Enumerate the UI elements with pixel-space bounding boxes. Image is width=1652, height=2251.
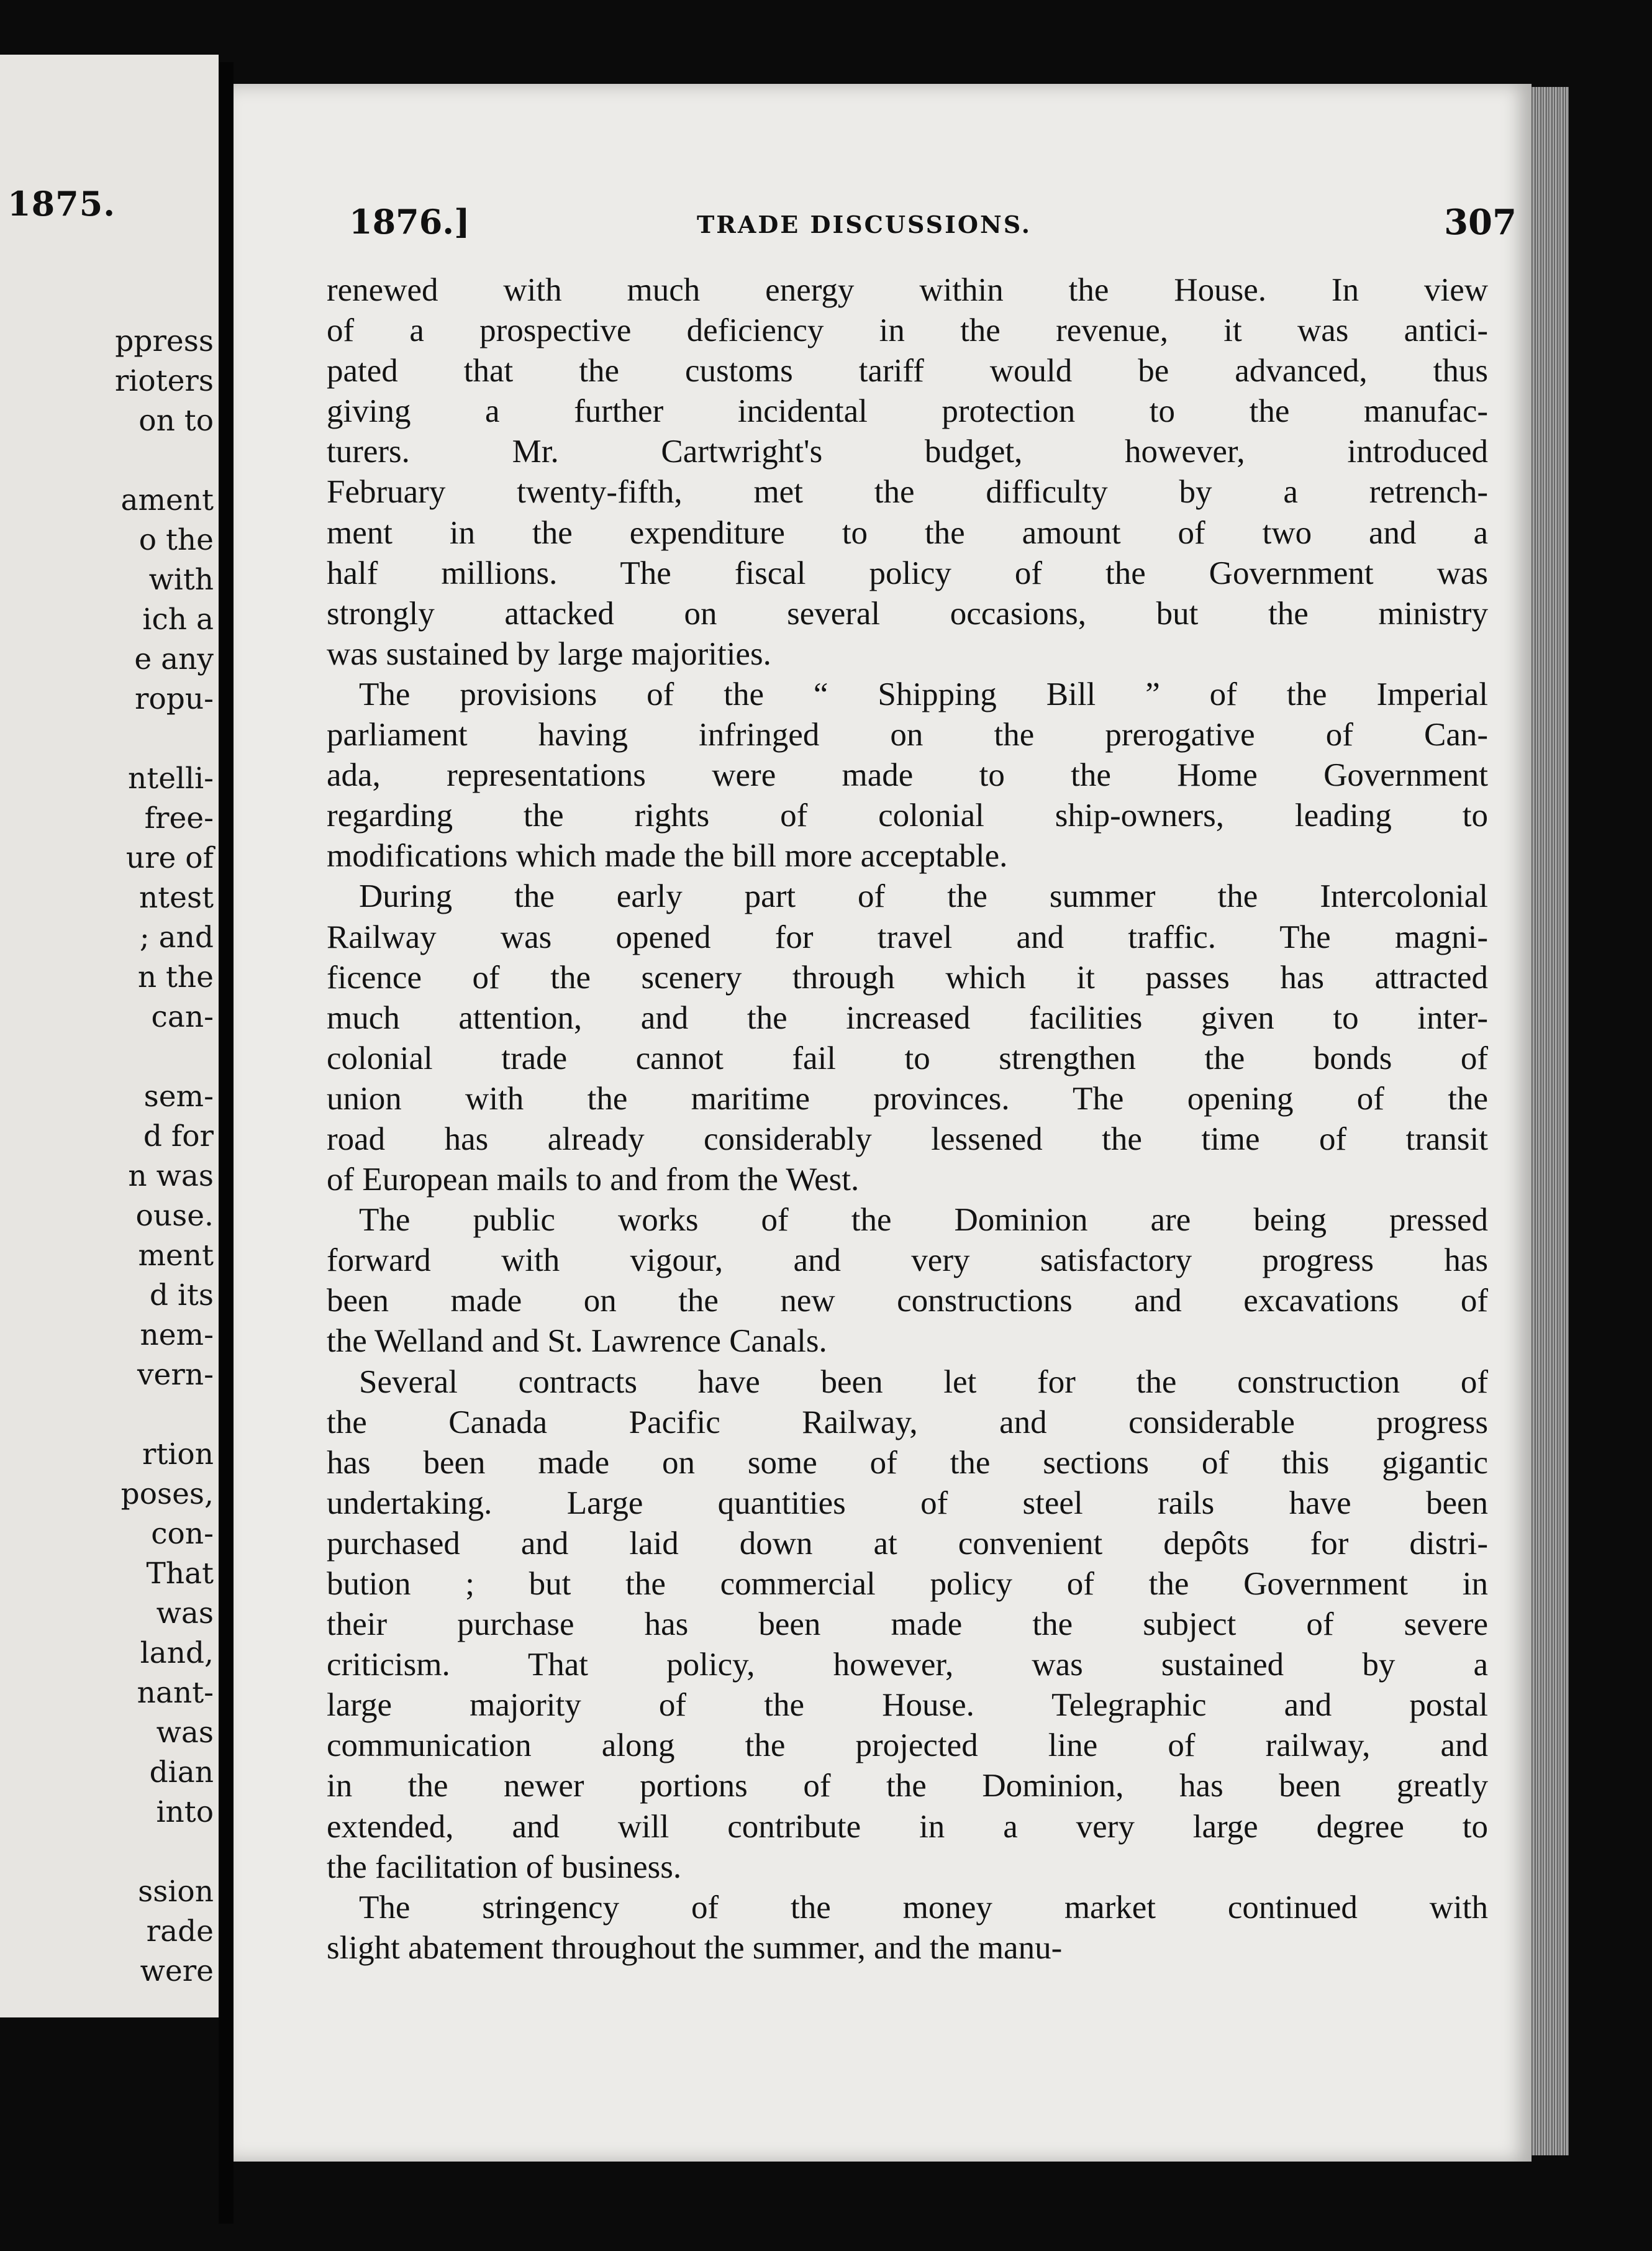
text-line: undertaking. Large quantities of steel rails have been <box>327 1485 1488 1521</box>
left-page-line: was <box>156 1716 214 1750</box>
left-page-line: ppress <box>115 324 214 358</box>
left-page-line: ich a <box>142 603 214 637</box>
page-number: 307 <box>1444 202 1517 243</box>
left-page-line: ntelli- <box>128 762 214 796</box>
text-line: in the newer portions of the Dominion, has been greatly <box>327 1768 1488 1804</box>
text-line: large majority of the House. Telegraphic and postal <box>327 1687 1488 1724</box>
left-page-line: That <box>146 1557 214 1591</box>
page-edges <box>1532 87 1569 2155</box>
text-line: criticism. That policy, however, was sustained by a <box>327 1647 1488 1683</box>
text-line: Railway was opened for travel and traffic. The magni- <box>327 919 1488 955</box>
left-page-line: d its <box>149 1278 214 1312</box>
text-line: extended, and will contribute in a very large degree to <box>327 1808 1488 1845</box>
left-page-line: land, <box>140 1636 214 1670</box>
paragraph <box>327 1362 1488 1888</box>
text-line: half millions. The fiscal policy of the Government was <box>327 555 1488 591</box>
paragraph <box>327 270 1488 675</box>
left-page-line: rtion <box>142 1437 214 1471</box>
left-page-line: dian <box>149 1755 214 1789</box>
left-page-line: ; and <box>139 921 214 955</box>
left-page-line: con- <box>151 1517 214 1551</box>
text-line: the facilitation of business. <box>327 1849 682 1885</box>
text-line: road has already considerably lessened the time of transit <box>327 1121 1488 1157</box>
text-line: renewed with much energy within the House. In view <box>327 272 1488 308</box>
text-line: strongly attacked on several occasions, but the ministry <box>327 595 1488 632</box>
text-line: ment in the expenditure to the amount of two and a <box>327 514 1488 551</box>
left-page-line: were <box>140 1954 214 1988</box>
left-page-line: with <box>148 563 214 597</box>
book-gutter <box>219 62 234 2224</box>
text-line: the Welland and St. Lawrence Canals. <box>327 1323 827 1360</box>
left-page-line: into <box>156 1795 214 1829</box>
left-page-line: rioters <box>114 364 214 398</box>
left-page-line: d for <box>143 1119 214 1153</box>
left-page-line: on to <box>138 404 214 438</box>
text-line: regarding the rights of colonial ship-owners, leading to <box>327 798 1488 834</box>
left-page-text <box>2 322 214 1991</box>
text-line: has been made on some of the sections of this gigantic <box>327 1444 1488 1481</box>
text-line: parliament having infringed on the prerogative of Can- <box>327 717 1488 753</box>
text-line: Several contracts have been let for the construction of <box>359 1363 1488 1400</box>
paragraph <box>327 876 1488 1200</box>
left-page-line: was <box>156 1596 214 1630</box>
left-page-line <box>2 441 214 481</box>
text-line: purchased and laid down at convenient depôts for distri- <box>327 1525 1488 1562</box>
left-page-line: n was <box>128 1159 214 1193</box>
text-line: much attention, and the increased facilities given to inter- <box>327 999 1488 1036</box>
left-page-line: free- <box>144 801 214 835</box>
left-page-line: sem- <box>143 1080 214 1114</box>
paragraph <box>327 1888 1488 1968</box>
left-page-line <box>2 1395 214 1435</box>
header-title: TRADE DISCUSSIONS. <box>697 211 1032 239</box>
left-page-line: nem- <box>140 1318 214 1352</box>
text-line: modifications which made the bill more acceptable. <box>327 838 1008 875</box>
text-line: communication along the projected line of railway, and <box>327 1727 1488 1764</box>
left-page-line: ouse. <box>135 1199 214 1233</box>
text-line: their purchase has been made the subject of severe <box>327 1606 1488 1643</box>
left-facing-page <box>0 55 219 2017</box>
text-line: of European mails to and from the West. <box>327 1162 860 1198</box>
right-page <box>234 84 1532 2162</box>
left-page-line: ment <box>138 1239 214 1273</box>
text-line: ada, representations were made to the Home Government <box>327 757 1488 794</box>
text-line: bution ; but the commercial policy of the Government in <box>327 1566 1488 1602</box>
left-page-line: ure of <box>125 841 214 875</box>
header-year: 1876.] <box>349 202 470 242</box>
text-line: giving a further incidental protection to the manufac- <box>327 393 1488 430</box>
text-line: slight abatement throughout the summer, and the manu- <box>327 1929 1063 1966</box>
running-header <box>349 202 1517 252</box>
left-page-line <box>2 1832 214 1872</box>
text-line: colonial trade cannot fail to strengthen the bonds of <box>327 1040 1488 1076</box>
text-line: union with the maritime provinces. The opening of the <box>327 1080 1488 1117</box>
left-page-line: n the <box>137 960 214 994</box>
text-line: been made on the new constructions and excavations of <box>327 1283 1488 1319</box>
left-page-line: vern- <box>137 1358 214 1392</box>
left-page-line: ntest <box>139 881 214 915</box>
text-line: The public works of the Dominion are being pressed <box>359 1202 1488 1239</box>
left-page-line: can- <box>151 1000 214 1034</box>
left-page-line: ropu- <box>134 682 214 716</box>
left-page-line: nant- <box>137 1676 214 1710</box>
text-line: During the early part of the summer the Intercolonial <box>359 878 1488 915</box>
paragraph <box>327 675 1488 876</box>
text-line: the Canada Pacific Railway, and considerable progress <box>327 1404 1488 1440</box>
text-line: The stringency of the money market continued with <box>359 1889 1488 1926</box>
left-page-line: o the <box>138 523 214 557</box>
text-line: pated that the customs tariff would be advanced, thus <box>327 353 1488 389</box>
text-line: ficence of the scenery through which it passes has attracted <box>327 959 1488 996</box>
text-line: of a prospective deficiency in the revenue, it was antici- <box>327 312 1488 349</box>
text-line: February twenty-fifth, met the difficulty by a retrench- <box>327 474 1488 511</box>
text-line: was sustained by large majorities. <box>327 635 771 672</box>
left-page-header: 1875. <box>7 184 116 224</box>
left-page-line: ssion <box>138 1875 214 1909</box>
left-page-line <box>2 719 214 759</box>
left-page-line: poses, <box>120 1477 214 1511</box>
left-page-line: rade <box>146 1914 214 1949</box>
body-text <box>327 270 1488 1968</box>
text-line: The provisions of the “ Shipping Bill ” of the Imperial <box>359 676 1488 712</box>
left-page-line <box>2 1037 214 1077</box>
text-line: turers. Mr. Cartwright's budget, however, introduced <box>327 434 1488 470</box>
paragraph <box>327 1200 1488 1362</box>
left-page-line: ament <box>120 483 214 517</box>
text-line: forward with vigour, and very satisfactory progress has <box>327 1242 1488 1279</box>
left-page-line: e any <box>134 642 214 676</box>
